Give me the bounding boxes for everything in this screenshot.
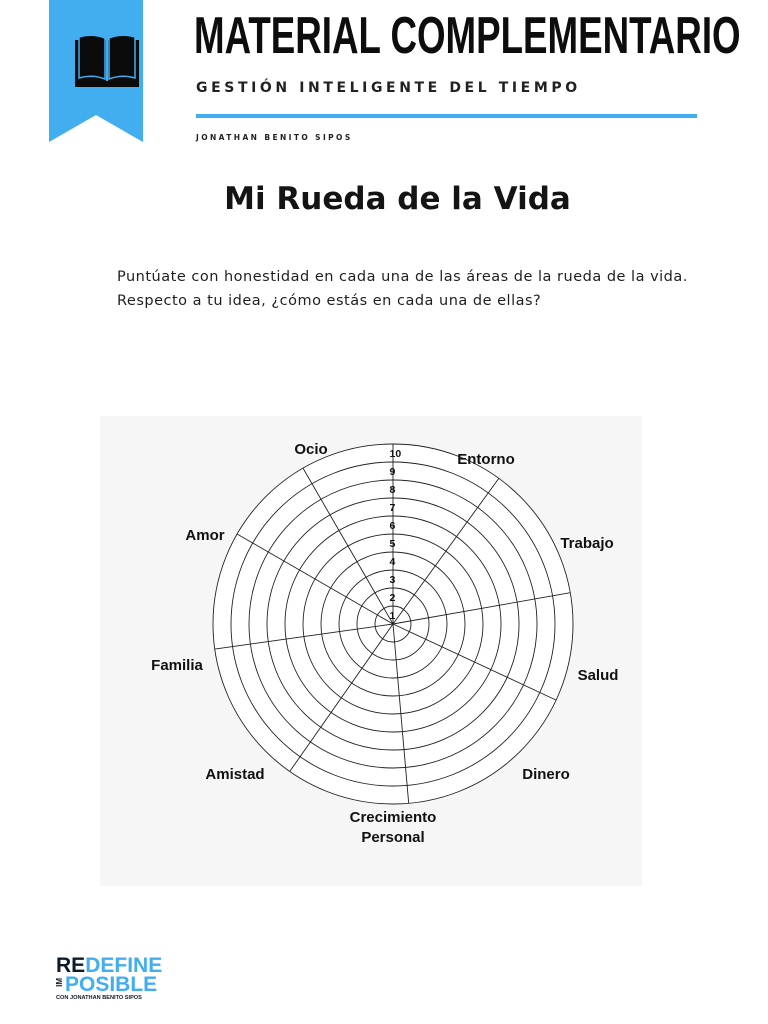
scale-label-7: 7 — [389, 502, 396, 514]
segment-label-1: Ocio — [294, 441, 328, 458]
scale-label-6: 6 — [389, 520, 396, 532]
logo-re-text: RE — [56, 954, 86, 977]
header-ribbon — [49, 0, 143, 142]
logo-line-2 — [56, 975, 186, 994]
segment-label-4: Salud — [577, 667, 619, 684]
scale-label-2: 2 — [389, 592, 396, 604]
segment-label-6: Crecimiento Personal — [349, 809, 437, 846]
wheel-of-life-diagram — [100, 416, 642, 886]
segment-label-2: Entorno — [457, 451, 515, 468]
open-book-icon — [74, 33, 140, 91]
segment-label-5: Dinero — [522, 766, 570, 783]
scale-label-9: 9 — [389, 466, 396, 478]
scale-label-10: 10 — [389, 448, 402, 460]
scale-label-4: 4 — [389, 556, 396, 568]
scale-label-3: 3 — [389, 574, 396, 586]
scale-label-8: 8 — [389, 484, 396, 496]
document-subtitle: GESTIÓN INTELIGENTE DEL TIEMPO — [196, 80, 581, 96]
document-title: MATERIAL COMPLEMENTARIO — [194, 7, 741, 65]
header-divider — [196, 114, 697, 118]
segment-label-8: Familia — [151, 657, 203, 674]
section-heading: Mi Rueda de la Vida — [224, 181, 571, 217]
wheel-of-life-panel — [100, 416, 642, 886]
segment-label-7: Amistad — [205, 766, 265, 783]
scale-label-1: 1 — [389, 610, 396, 622]
segment-label-3: Trabajo — [560, 535, 614, 552]
intro-paragraph: Puntúate con honestidad en cada una de las áreas de la rueda de la vida. Respecto a tu idea, ¿cómo estás en cada una de ellas? — [117, 269, 688, 309]
logo-define-text: DEFINE — [85, 954, 163, 977]
scale-label-5: 5 — [389, 538, 396, 550]
author-name: JONATHAN BENITO SIPOS — [196, 133, 353, 142]
logo-posible-text: POSIBLE — [65, 973, 158, 996]
logo-im-text: IM — [55, 978, 64, 987]
redefine-imposible-logo — [56, 956, 186, 1001]
logo-subtitle: CON JONATHAN BENITO SIPOS — [56, 995, 142, 1001]
segment-label-9: Amor — [185, 527, 225, 544]
